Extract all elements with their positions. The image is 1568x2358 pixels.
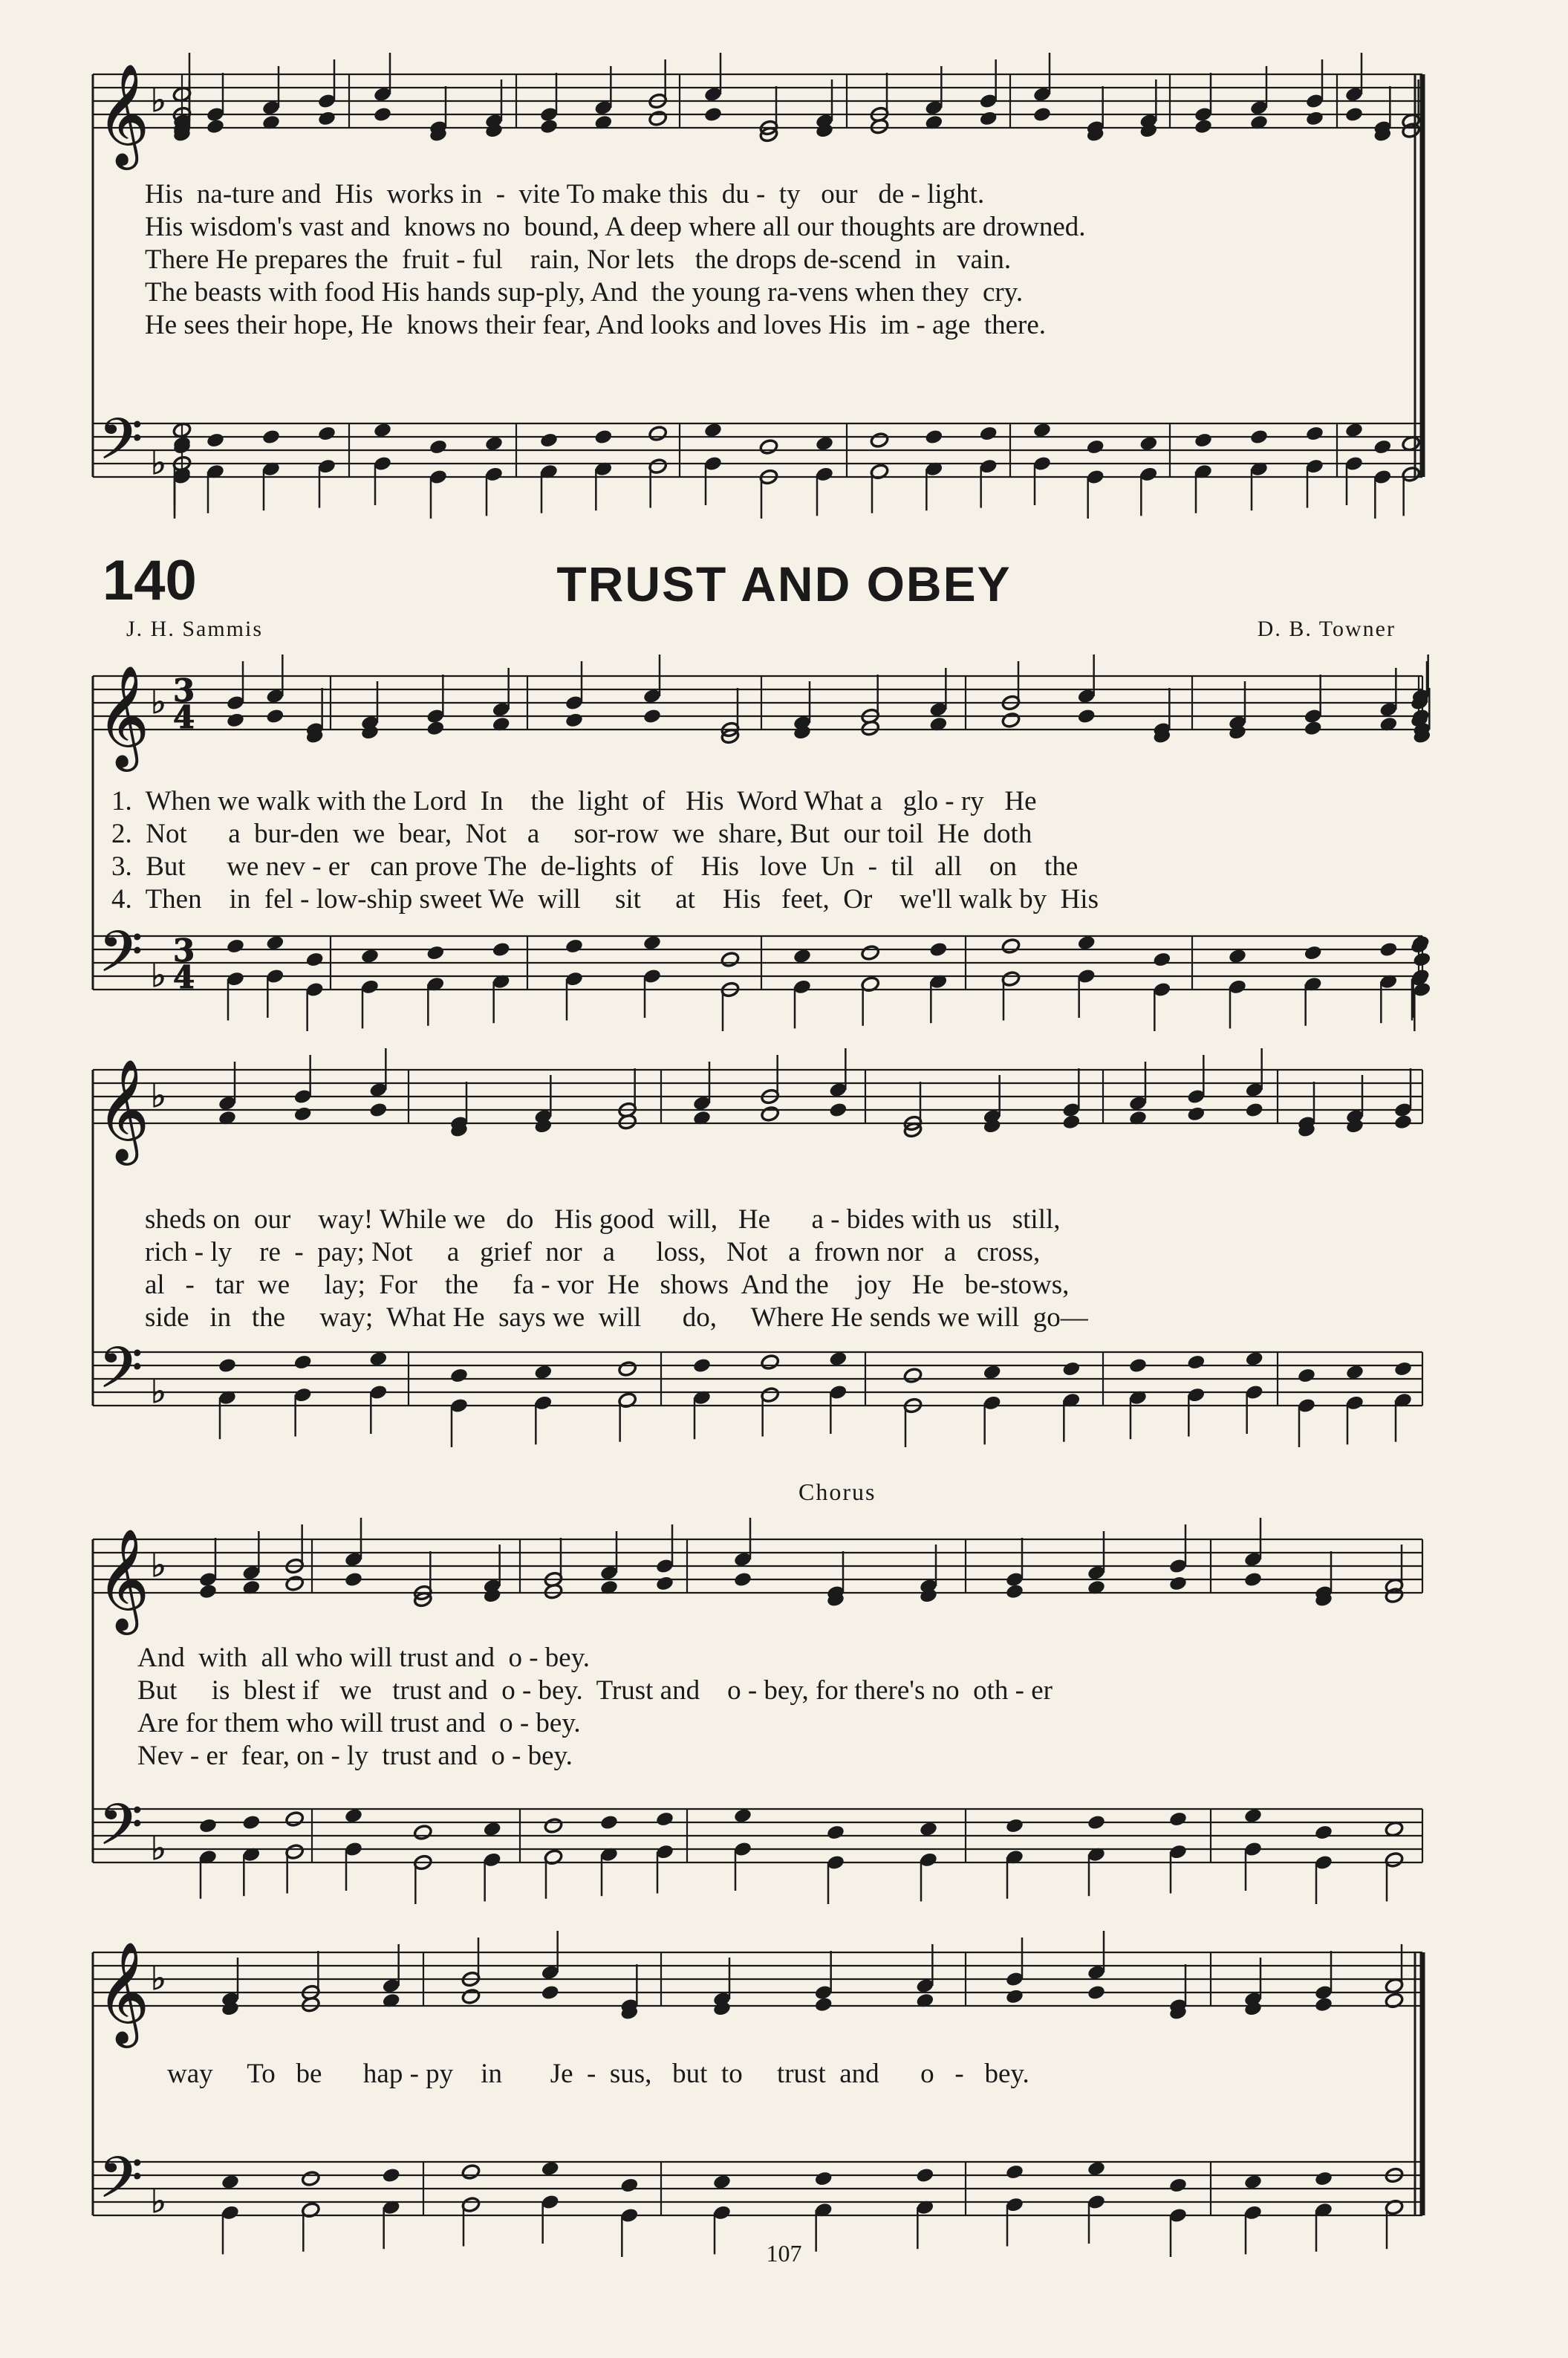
- note-head: [285, 1810, 305, 1828]
- note-head: [1344, 106, 1364, 123]
- note-head: [648, 110, 668, 127]
- note-head: [655, 1575, 674, 1592]
- note-head: [1412, 951, 1431, 968]
- note-head: [1393, 1114, 1413, 1131]
- note-head: [1243, 2174, 1263, 2191]
- note-head: [1194, 432, 1213, 449]
- lyric-line: 4. Then in fel - low-ship sweet We will sit at His feet, Or we'll walk by His: [111, 884, 1099, 915]
- note-head: [541, 2160, 560, 2177]
- note-head: [1001, 712, 1021, 729]
- note-head: [1061, 1360, 1081, 1377]
- note-head: [1087, 2160, 1106, 2177]
- note-head: [1152, 951, 1171, 968]
- note-head: [1001, 938, 1021, 955]
- flat-icon: ♭: [151, 1547, 166, 1585]
- note-head: [1168, 1810, 1188, 1828]
- note-head: [449, 1367, 469, 1384]
- note-head: [1297, 1367, 1316, 1384]
- note-head: [648, 425, 668, 442]
- note-head: [1314, 2170, 1333, 2187]
- note-head: [761, 1354, 780, 1371]
- note-head: [924, 429, 943, 446]
- note-head: [1249, 429, 1269, 446]
- note-head: [1032, 422, 1052, 439]
- note-head: [301, 2170, 320, 2187]
- lyric-line: 3. But we nev - er can prove The de-lights of His love Un - til all on the: [111, 851, 1079, 882]
- note-head: [1314, 1996, 1333, 2013]
- note-head: [221, 2174, 240, 2191]
- note-head: [1228, 948, 1247, 965]
- note-head: [979, 110, 998, 127]
- note-head: [618, 1114, 637, 1131]
- bass-clef-icon: 𝄢: [99, 1335, 143, 1415]
- note-head: [226, 938, 245, 955]
- bass-clef-icon: 𝄢: [99, 2145, 143, 2224]
- note-head: [241, 1814, 261, 1831]
- hymn-number: 140: [103, 549, 197, 612]
- bass-clef-icon: 𝄢: [99, 1792, 143, 1871]
- note-head: [1001, 970, 1021, 987]
- flat-icon: ♭: [151, 1077, 166, 1115]
- lyric-line: 1. When we walk with the Lord In the light of His Word What a glo - ry He: [111, 786, 1037, 816]
- note-head: [1168, 2177, 1188, 2194]
- flat-icon: ♭: [151, 957, 166, 995]
- treble-clef-icon: 𝄞: [97, 1527, 149, 1630]
- lyric-line: sheds on our way! While we do His good will, He a - bides with us still,: [145, 1204, 1061, 1235]
- lyric-line: side in the way; What He says we will do, Where He sends we will go—: [145, 1302, 1088, 1333]
- note-head: [712, 2174, 732, 2191]
- note-head: [1005, 2163, 1024, 2180]
- note-head: [305, 951, 325, 968]
- note-head: [1385, 1851, 1404, 1868]
- note-head: [1128, 1357, 1148, 1374]
- note-head: [429, 438, 448, 455]
- note-head: [648, 458, 668, 475]
- note-head: [1385, 1821, 1404, 1838]
- note-head: [643, 708, 662, 725]
- note-head: [426, 720, 445, 737]
- note-head: [703, 106, 723, 123]
- note-head: [759, 438, 778, 455]
- note-head: [703, 422, 723, 439]
- note-head: [565, 712, 584, 729]
- bass-clef-icon: 𝄢: [99, 919, 143, 998]
- note-head: [218, 1357, 237, 1374]
- note-head: [426, 944, 445, 961]
- lyric-line: And with all who will trust and o - bey.: [137, 1643, 591, 1673]
- note-head: [539, 432, 559, 449]
- note-head: [983, 1364, 1002, 1381]
- note-head: [1243, 1808, 1263, 1825]
- note-head: [261, 429, 281, 446]
- note-head: [814, 1996, 833, 2013]
- note-head: [301, 1996, 320, 2013]
- note-head: [1087, 1984, 1106, 2001]
- note-head: [285, 1843, 305, 1860]
- note-head: [1168, 1575, 1188, 1592]
- note-head: [1186, 1354, 1206, 1371]
- lyric-line: Nev - er fear, on - ly trust and o - bey.: [137, 1741, 573, 1771]
- note-head: [1077, 708, 1096, 725]
- note-head: [861, 944, 880, 961]
- flat-icon: ♭: [151, 2183, 166, 2221]
- lyric-line: 2. Not a bur-den we bear, Not a sor-row we share, But our toil He doth: [111, 819, 1032, 849]
- note-head: [828, 1351, 848, 1368]
- chorus-label: Chorus: [798, 1478, 876, 1505]
- note-head: [539, 118, 559, 135]
- note-head: [413, 1824, 432, 1841]
- note-head: [293, 1105, 313, 1123]
- hymn-title: TRUST AND OBEY: [556, 556, 1012, 611]
- note-head: [1077, 935, 1096, 952]
- note-head: [360, 948, 380, 965]
- note-head: [870, 118, 889, 135]
- note-head: [1061, 1114, 1081, 1131]
- note-head: [226, 712, 245, 729]
- note-head: [541, 1984, 560, 2001]
- note-head: [828, 1102, 848, 1119]
- flat-icon: ♭: [151, 1373, 166, 1411]
- note-head: [915, 2167, 934, 2184]
- lyric-line: way To be hap - py in Je - sus, but to trust and o - bey.: [167, 2059, 1029, 2089]
- note-head: [815, 435, 834, 452]
- lyric-line: The beasts with food His hands sup-ply, And the young ra-vens when they cry.: [145, 277, 1024, 308]
- note-head: [544, 1817, 563, 1834]
- note-head: [1005, 1988, 1024, 2005]
- note-head: [344, 1571, 363, 1588]
- note-head: [265, 708, 284, 725]
- note-head: [373, 106, 392, 123]
- note-head: [1087, 1814, 1106, 1831]
- note-head: [814, 2170, 833, 2187]
- time-signature: 4: [173, 699, 195, 735]
- note-head: [928, 941, 948, 958]
- note-head: [206, 118, 225, 135]
- note-head: [692, 1357, 712, 1374]
- note-head: [198, 1817, 218, 1834]
- note-head: [293, 1354, 313, 1371]
- note-head: [265, 935, 284, 952]
- note-head: [655, 1810, 674, 1828]
- note-head: [317, 110, 336, 127]
- lyric-line: His wisdom's vast and knows no bound, A deep where all our thoughts are drowned.: [145, 212, 1086, 242]
- note-head: [461, 2163, 481, 2180]
- lyricist-credit: J. H. Sammis: [126, 617, 264, 641]
- note-head: [1005, 1583, 1024, 1600]
- flat-icon: ♭: [151, 444, 166, 482]
- note-head: [1243, 1571, 1263, 1588]
- note-head: [373, 422, 392, 439]
- note-head: [733, 1808, 752, 1825]
- treble-clef-icon: 𝄞: [97, 664, 149, 767]
- treble-clef-icon: 𝄞: [97, 62, 149, 165]
- note-head: [1345, 1364, 1364, 1381]
- page-number: 107: [766, 2240, 802, 2267]
- note-head: [206, 432, 225, 449]
- note-head: [1194, 118, 1213, 135]
- note-head: [979, 425, 998, 442]
- note-head: [1245, 1351, 1264, 1368]
- note-head: [593, 429, 613, 446]
- composer-credit: D. B. Towner: [1257, 617, 1396, 641]
- treble-clef-icon: 𝄞: [97, 1058, 149, 1160]
- note-head: [461, 1988, 481, 2005]
- note-head: [1245, 1102, 1264, 1119]
- note-head: [285, 1575, 305, 1592]
- flat-icon: ♭: [151, 1830, 166, 1868]
- note-head: [733, 1571, 752, 1588]
- note-head: [492, 941, 511, 958]
- note-head: [870, 432, 889, 449]
- note-head: [1305, 425, 1324, 442]
- note-head: [826, 1824, 845, 1841]
- note-head: [1402, 466, 1421, 483]
- note-head: [919, 1821, 938, 1838]
- note-head: [1385, 1978, 1404, 1995]
- note-head: [1186, 1105, 1206, 1123]
- note-head: [1304, 720, 1323, 737]
- note-head: [344, 1808, 363, 1825]
- note-head: [1379, 941, 1398, 958]
- note-head: [618, 1360, 637, 1377]
- note-head: [599, 1814, 619, 1831]
- note-head: [484, 435, 504, 452]
- lyric-line: He sees their hope, He knows their fear, And looks and loves His im - age there.: [145, 310, 1047, 340]
- note-head: [761, 1105, 780, 1123]
- note-head: [483, 1821, 502, 1838]
- note-head: [533, 1364, 553, 1381]
- note-head: [1032, 106, 1052, 123]
- note-head: [903, 1367, 923, 1384]
- note-head: [461, 2196, 481, 2213]
- note-head: [793, 948, 812, 965]
- note-head: [1344, 422, 1364, 439]
- flat-icon: ♭: [151, 683, 166, 721]
- flat-icon: ♭: [151, 1960, 166, 1998]
- lyric-line: Are for them who will trust and o - bey.: [137, 1708, 581, 1738]
- note-head: [643, 935, 662, 952]
- time-signature: 4: [173, 959, 195, 996]
- note-head: [1005, 1817, 1024, 1834]
- note-head: [1393, 1360, 1413, 1377]
- note-head: [1402, 435, 1421, 452]
- lyric-line: His na-ture and His works in - vite To make this du - ty our de - light.: [145, 179, 985, 210]
- note-head: [198, 1583, 218, 1600]
- note-head: [368, 1102, 388, 1119]
- note-head: [761, 1386, 780, 1403]
- time-signature: 3: [173, 932, 195, 969]
- note-head: [1086, 438, 1105, 455]
- lyric-line: al - tar we lay; For the fa - vor He shows And the joy He be-stows,: [145, 1270, 1070, 1300]
- lyric-line: But is blest if we trust and o - bey. Trust and o - bey, for there's no oth - er: [137, 1675, 1053, 1706]
- note-head: [1314, 1824, 1333, 1841]
- note-head: [317, 425, 336, 442]
- note-head: [1373, 438, 1392, 455]
- note-head: [1139, 435, 1158, 452]
- time-signature: 3: [173, 672, 195, 709]
- lyric-line: rich - ly re - pay; Not a grief nor a loss, Not a frown nor a cross,: [145, 1237, 1041, 1267]
- flat-icon: ♭: [151, 82, 166, 120]
- note-head: [382, 2167, 401, 2184]
- note-head: [1304, 944, 1323, 961]
- treble-clef-icon: 𝄞: [97, 1940, 149, 2043]
- note-head: [720, 951, 740, 968]
- bass-clef-icon: 𝄢: [99, 406, 143, 486]
- note-head: [861, 720, 880, 737]
- note-head: [1305, 110, 1324, 127]
- note-head: [368, 1351, 388, 1368]
- note-head: [565, 938, 584, 955]
- lyric-line: There He prepares the fruit - ful rain, Nor lets the drops de-scend in vain.: [145, 244, 1012, 275]
- note-head: [544, 1583, 563, 1600]
- note-head: [619, 2177, 639, 2194]
